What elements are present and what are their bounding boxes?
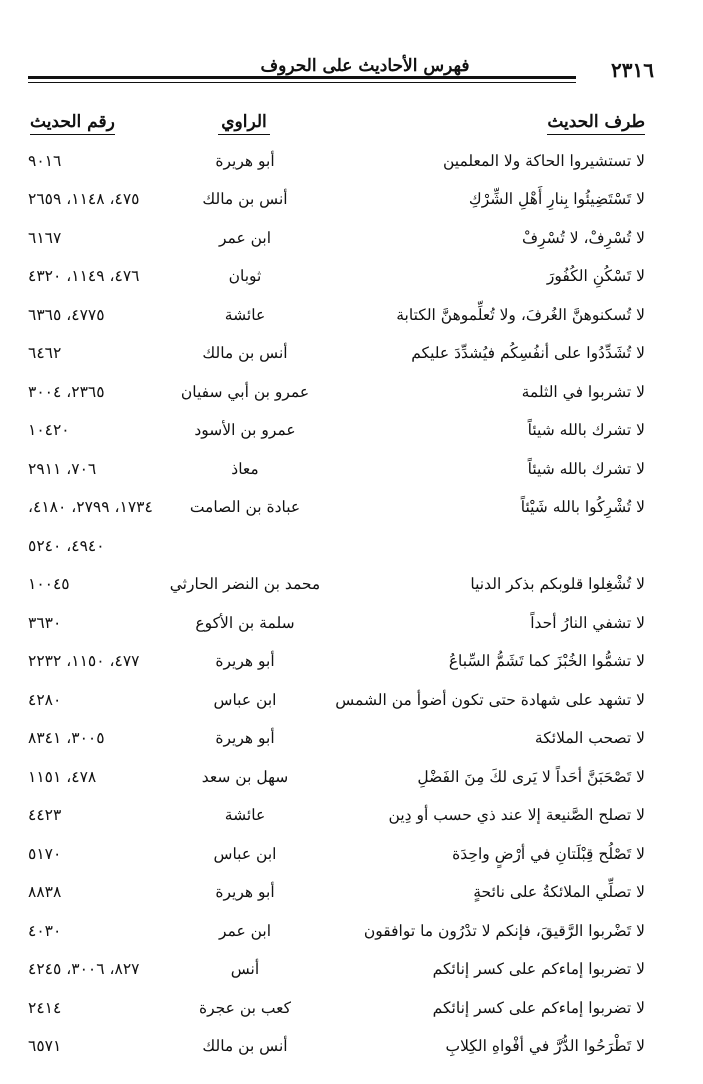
narrator-name: ثوبان: [228, 267, 262, 285]
running-header: [28, 52, 656, 92]
index-row: [0, 182, 703, 218]
index-row: [0, 798, 703, 834]
index-row: [0, 336, 703, 372]
hadith-text: لا تصحب الملائكة: [534, 729, 645, 747]
index-row: [0, 413, 703, 449]
narrator-name: أنس بن مالك: [202, 190, 288, 208]
hadith-text: لا تضربوا إماءكم على كسر إنائكم: [432, 960, 645, 978]
narrator-name: ابن عباس: [213, 691, 277, 709]
index-row: [0, 259, 703, 295]
narrator-name: أبو هريرة: [215, 729, 275, 747]
hadith-text: لا تضربوا إماءكم على كسر إنائكم: [432, 999, 645, 1017]
page-number: ٢٣١٦: [611, 58, 654, 82]
hadith-numbers: ٩٠١٦: [28, 152, 62, 170]
hadith-numbers: ٦١٦٧: [28, 229, 62, 247]
hadith-numbers: ٥١٧٠: [28, 845, 62, 863]
index-row: [0, 991, 703, 1027]
hadith-numbers: ٨٨٣٨: [28, 883, 62, 901]
index-row: [0, 837, 703, 873]
hadith-text: لا تستشيروا الحاكة ولا المعلمين: [442, 152, 645, 170]
narrator-name: عائشة: [224, 806, 266, 824]
hadith-numbers: ٦٤٦٢: [28, 344, 62, 362]
hadith-numbers: ٤٧٨، ١١٥١: [28, 768, 97, 786]
narrator-name: أبو هريرة: [215, 883, 275, 901]
narrator-name: عبادة بن الصامت: [189, 498, 301, 516]
narrator-name: سلمة بن الأكوع: [195, 614, 295, 632]
index-row: [0, 760, 703, 796]
hadith-numbers: ٤٠٣٠: [28, 922, 62, 940]
hadith-numbers: ٤٤٢٣: [28, 806, 62, 824]
running-title: فهرس الأحاديث على الحروف: [260, 56, 470, 76]
hadith-numbers: ٨٢٧، ٣٠٠٦، ٤٢٤٥: [28, 960, 140, 978]
hadith-numbers: ٦٥٧١: [28, 1037, 62, 1055]
narrator-name: سهل بن سعد: [201, 768, 289, 786]
hadith-text: لا تُسكنوهنَّ الغُرفَ، ولا تُعلِّموهنَّ الكتابة: [396, 306, 645, 324]
hadith-numbers: ٤٧٦، ١١٤٩، ٤٣٢٠: [28, 267, 140, 285]
hadith-numbers: ٢٣٦٥، ٣٠٠٤: [28, 383, 105, 401]
narrator-name: محمد بن النضر الحارثي: [169, 575, 321, 593]
index-row: [0, 914, 703, 950]
index-row: [0, 375, 703, 411]
hadith-numbers: ٤٧٧٥، ٦٣٦٥: [28, 306, 105, 324]
hadith-text: لا تَطْرَحُوا الدُّرَّ في أفْواهِ الكِلابِ: [445, 1037, 645, 1055]
index-row: [0, 683, 703, 719]
index-row: [0, 567, 703, 603]
narrator-name: كعب بن عجرة: [199, 999, 291, 1017]
index-row: [0, 490, 703, 526]
hadith-text: لا تُشْغِلوا قلوبكم بذكر الدنيا: [470, 575, 645, 593]
hadith-text: لا تشفي النارُ أحداً: [530, 614, 645, 632]
index-row-continuation: [0, 529, 703, 565]
hadith-text: لا تَضْربوا الرَّقيقَ، فإنكم لا تدْرُون ما توافقون: [363, 922, 645, 940]
header-rule-thick: [28, 76, 576, 79]
hadith-numbers: ١٠٤٢٠: [28, 421, 70, 439]
narrator-name: أبو هريرة: [215, 652, 275, 670]
hadith-numbers: ٢٤١٤: [28, 999, 62, 1017]
index-row: [0, 721, 703, 757]
index-row: [0, 1029, 703, 1065]
hadith-text: لا تُشَدِّدُوا على أنفُسِكُم فيُشدِّدَ عليكم: [411, 344, 645, 362]
hadith-text: لا تصلِّي الملائكةُ على نائحةٍ: [473, 883, 645, 901]
index-row: [0, 452, 703, 488]
narrator-name: أنس بن مالك: [202, 1037, 288, 1055]
hadith-numbers: ٤٩٤٠، ٥٢٤٠: [28, 537, 105, 555]
narrator-name: عمرو بن الأسود: [194, 421, 296, 439]
narrator-name: أنس: [230, 960, 260, 978]
column-heading-hadith: طرف الحديث: [547, 112, 645, 135]
index-row: [0, 875, 703, 911]
hadith-numbers: ١٠٠٤٥: [28, 575, 70, 593]
hadith-numbers: ٤٧٧، ١١٥٠، ٢٢٣٢: [28, 652, 140, 670]
index-row: [0, 298, 703, 334]
narrator-name: ابن عباس: [213, 845, 277, 863]
hadith-text: لا تشرك بالله شيئاً: [527, 460, 645, 478]
narrator-name: ابن عمر: [218, 922, 272, 940]
hadith-text: لا تشرك بالله شيئاً: [527, 421, 645, 439]
hadith-text: لا تَسْتَضِيئُوا بِنارِ أَهْلِ الشِّرْكِ: [468, 190, 645, 208]
hadith-text: لا تصلح الصَّنيعة إلا عند ذي حسب أو دِين: [388, 806, 645, 824]
hadith-numbers: ٣٦٣٠: [28, 614, 62, 632]
index-row: [0, 644, 703, 680]
hadith-text: لا تَسْكُنِ الكُفُورَ: [546, 267, 645, 285]
column-heading-number: رقم الحديث: [30, 112, 115, 135]
index-row: [0, 221, 703, 257]
narrator-name: أنس بن مالك: [202, 344, 288, 362]
hadith-numbers: ١٧٣٤، ٢٧٩٩، ٤١٨٠،: [28, 498, 153, 516]
narrator-name: معاذ: [231, 460, 259, 478]
narrator-name: ابن عمر: [218, 229, 272, 247]
hadith-numbers: ٤٢٨٠: [28, 691, 62, 709]
index-row: [0, 606, 703, 642]
narrator-name: أبو هريرة: [215, 152, 275, 170]
column-heading-narrator: الراوي: [218, 112, 270, 135]
narrator-name: عائشة: [224, 306, 266, 324]
hadith-numbers: ٧٠٦، ٢٩١١: [28, 460, 97, 478]
hadith-text: لا تُشْرِكُوا بالله شَيْئاً: [520, 498, 645, 516]
hadith-text: لا تشربوا في الثلمة: [521, 383, 645, 401]
index-row: [0, 144, 703, 180]
hadith-numbers: ٣٠٠٥، ٨٣٤١: [28, 729, 105, 747]
header-rule-thin: [28, 82, 576, 83]
hadith-text: لا تَصْحَبَنَّ أحَداً لا يَرى لكَ مِنَ الفَضْلِ: [417, 768, 645, 786]
hadith-text: لا تُسْرِفْ، لا تُسْرِفْ: [522, 229, 645, 247]
index-row: [0, 952, 703, 988]
hadith-numbers: ٤٧٥، ١١٤٨، ٢٦٥٩: [28, 190, 140, 208]
hadith-text: لا تَصْلُح قِبْلَتانِ في أرْضٍ واحِدَة: [452, 845, 645, 863]
hadith-text: لا تشهد على شهادة حتى تكون أضوأ من الشمس: [335, 691, 645, 709]
narrator-name: عمرو بن أبي سفيان: [180, 383, 310, 401]
hadith-text: لا تشمُّوا الخُبْزَ كما تَشَمُّ السِّباعُ: [448, 652, 645, 670]
